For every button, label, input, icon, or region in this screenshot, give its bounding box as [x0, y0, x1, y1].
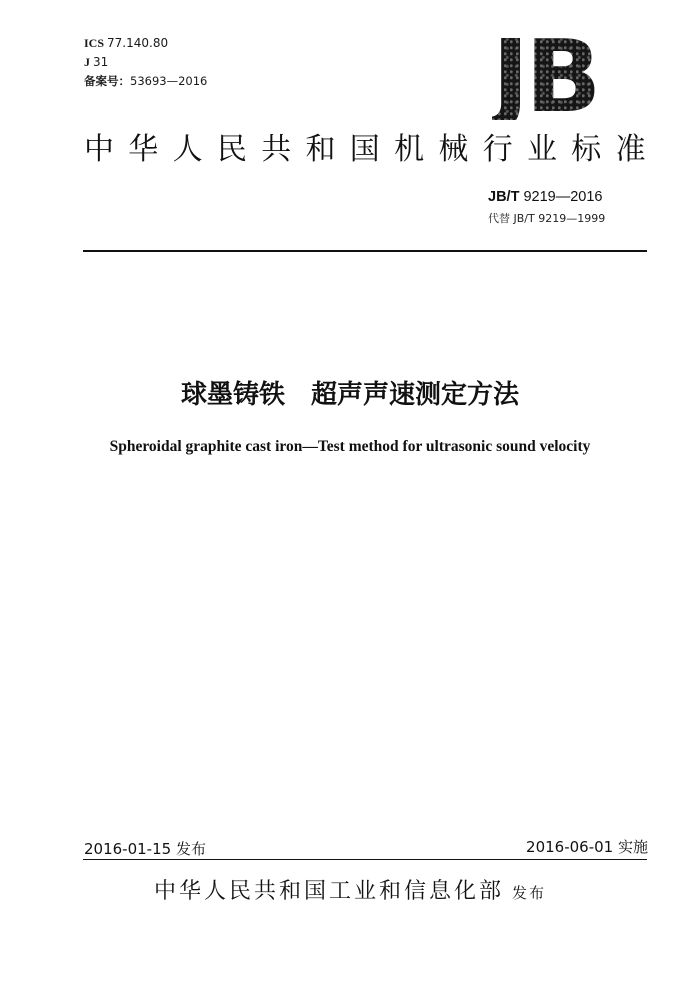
classification-number: 31 [93, 55, 109, 69]
record-number [84, 72, 207, 91]
record-value: 53693—2016 [130, 74, 208, 88]
org-title: 中华人民共和国机械行业标准 [84, 132, 660, 167]
classification-code [84, 53, 108, 72]
document-title-chinese: 球墨铸铁 超声声速测定方法 [180, 380, 519, 410]
standard-code [488, 189, 602, 205]
replaces-note: 代替 JB/T 9219—1999 [488, 212, 606, 225]
standard-prefix: JB/T [488, 189, 520, 205]
implementation-date: 2016-06-01 实施 [526, 838, 648, 856]
standard-number: 9219—2016 [523, 189, 603, 205]
record-label: 备案号： [84, 74, 130, 88]
ics-label: ICS [84, 36, 105, 50]
bottom-divider [83, 859, 647, 860]
top-divider [83, 250, 647, 252]
publisher [0, 876, 700, 909]
publisher-name: 中华人民共和国工业和信息化部 [153, 879, 504, 904]
publisher-suffix: 发布 [512, 884, 547, 902]
jb-logo-text: JB [492, 34, 624, 120]
classification-label: J [84, 55, 90, 69]
issue-date: 2016-01-15 发布 [84, 840, 206, 858]
document-title-english: Spheroidal graphite cast iron—Test method for ultrasonic sound velocity [109, 438, 591, 455]
ics-code [84, 34, 168, 53]
ics-number: 77.140.80 [107, 36, 169, 50]
jb-logo [492, 18, 624, 135]
